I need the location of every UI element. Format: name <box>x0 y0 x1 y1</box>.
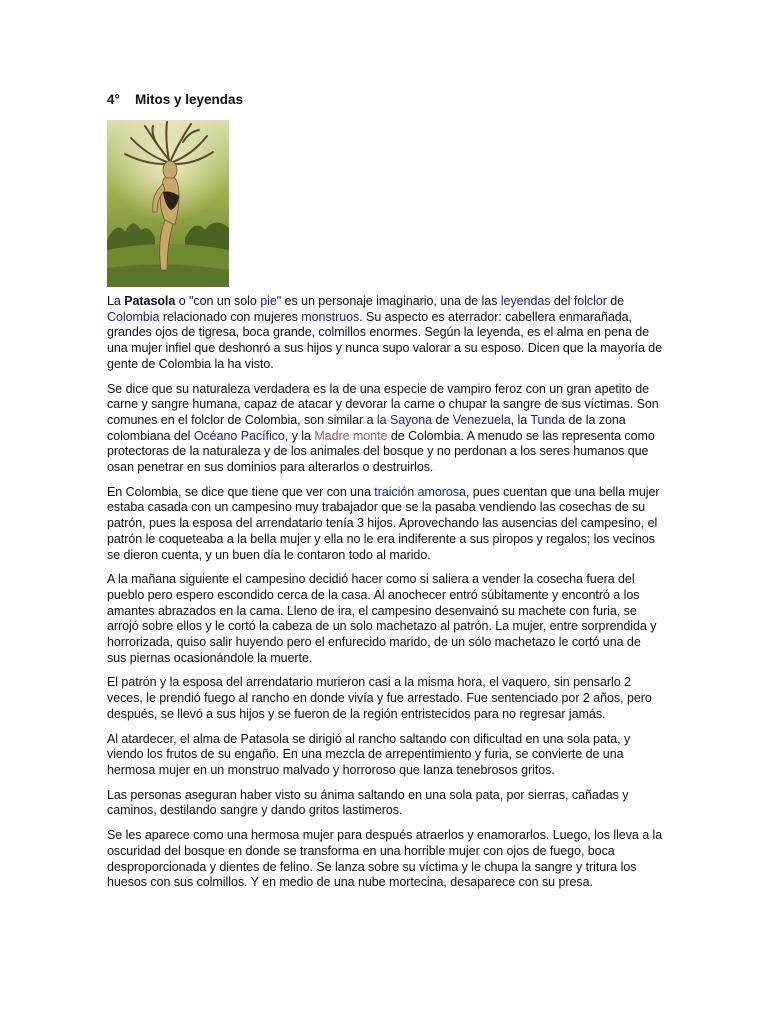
link-madre-monte[interactable]: Madre monte <box>314 428 388 443</box>
link-traicion-amorosa[interactable]: traición amorosa <box>374 484 466 499</box>
link-venezuela[interactable]: Venezuela <box>452 412 511 427</box>
document-page <box>107 92 663 900</box>
link-tunda[interactable]: Tunda <box>530 412 566 427</box>
link-leyendas[interactable]: leyendas <box>500 294 551 308</box>
paragraph-8: Se les aparece como una hermosa mujer para después atraerlos y enamorarlos. Luego, los lleva a la oscuridad del bosque en donde se transforma en una horrible mujer con ojos de fuego, boca desproporcionada y dientes de felino. Se lanza sobre su víctima y le chupa la sangre y tritura los huesos con sus colmillos. Y en medio de una nube mortecina, desaparece con su presa. <box>107 828 663 890</box>
paragraph-2: Se dice que su naturaleza verdadera es la de una especie de vampiro feroz con un gran apetito de carne y sangre humana, capaz de atacar y devorar la carne o chupar la sangre de sus víctimas. Son comunes en el folclor de Colombia, son similar a la Sayona de Venezuela, la Tunda de la zona colombiana del Océano Pacífico, y la Madre monte de Colombia. A menudo se las representa como protectoras de la naturaleza y de los animales del bosque y no perdonan a los seres humanos que osan penetrar en sus dominios para alterarlos o destruirlos. <box>107 381 659 475</box>
link-la-sayona[interactable]: la Sayona <box>376 412 433 427</box>
section-title: Mitos y leyendas <box>135 92 244 107</box>
paragraph-6: Al atardecer, el alma de Patasola se dirigió al rancho saltando con dificultad en una sola pata, y viendo los frutos de su engaño. En una mezcla de arrepentimiento y furia, se convierte de una hermosa mujer en un monstruo malvado y horroroso que lanza tenebrosos gritos. <box>107 731 631 777</box>
link-colombia[interactable]: Colombia <box>107 309 160 324</box>
link-monstruos[interactable]: monstruos <box>301 309 360 324</box>
paragraph-4: A la mañana siguiente el campesino decidió hacer como si saliera a vender la cosecha fuera del pueblo pero espero escondido cerca de la casa. Al anochecer entró súbitamente y encontró a los amantes abrazados en la cama. Lleno de ira, el campesino desenvainó su machete con furia, se arrojó sobre ellos y le cortó la cabeza de un solo machetazo al patrón. La mujer, entre sorprendida y horrorizada, quiso salir huyendo pero el enfurecido marido, de un sólo machetazo le cortó una de sus piernas ocasionándole la muerte. <box>107 572 657 665</box>
paragraph-1: La Patasola o "con un solo pie" es un personaje imaginario, una de las leyendas del folclor de Colombia relacionado con mujeres monstruos. Su aspecto es aterrador: cabellera enmarañada, grandes ojos de tigresa, boca grande, colmillos enormes. Según la leyenda, es el alma en pena de una mujer infiel que deshonró a sus hijos y nunca supo valorar a su esposo. Dicen que la mayoría de gente de Colombia la ha visto. <box>107 294 663 371</box>
patasola-term: Patasola <box>124 294 176 308</box>
link-oceano-pacifico[interactable]: Océano Pacífico <box>193 428 285 443</box>
paragraph-3: En Colombia, se dice que tiene que ver con una traición amorosa, pues cuentan que una bella mujer estaba casada con un campesino muy trabajador que se la pasaba vendiendo las cosechas de su patrón, pues la esposa del arrendatario tenía 3 hijos. Aprovechando las ausencias del campesino, el patrón le coqueteaba a la bella mujer y ella no le era indiferente a sus piropos y regalos; los vecinos se dieron cuenta, y un buen día le contaron todo al marido. <box>107 484 660 562</box>
paragraph-5: El patrón y la esposa del arrendatario murieron casi a la misma hora, el vaquero, sin pensarlo 2 veces, le prendió fuego al rancho en donde vivía y fue arrestado. Fue sentenciado por 2 años, pero después, se llevó a sus hijos y se fueron de la región entristecidos para no regresar jamás. <box>107 675 652 721</box>
section-heading <box>107 92 663 107</box>
link-folclor[interactable]: folclor <box>573 294 607 308</box>
link-pie[interactable]: pie <box>260 294 277 308</box>
patasola-illustration <box>107 120 229 287</box>
paragraph-7: Las personas aseguran haber visto su ánima saltando en una sola pata, por sierras, cañadas y caminos, destilando sangre y dando gritos lastimeros. <box>107 787 629 818</box>
section-number: 4° <box>107 92 120 107</box>
